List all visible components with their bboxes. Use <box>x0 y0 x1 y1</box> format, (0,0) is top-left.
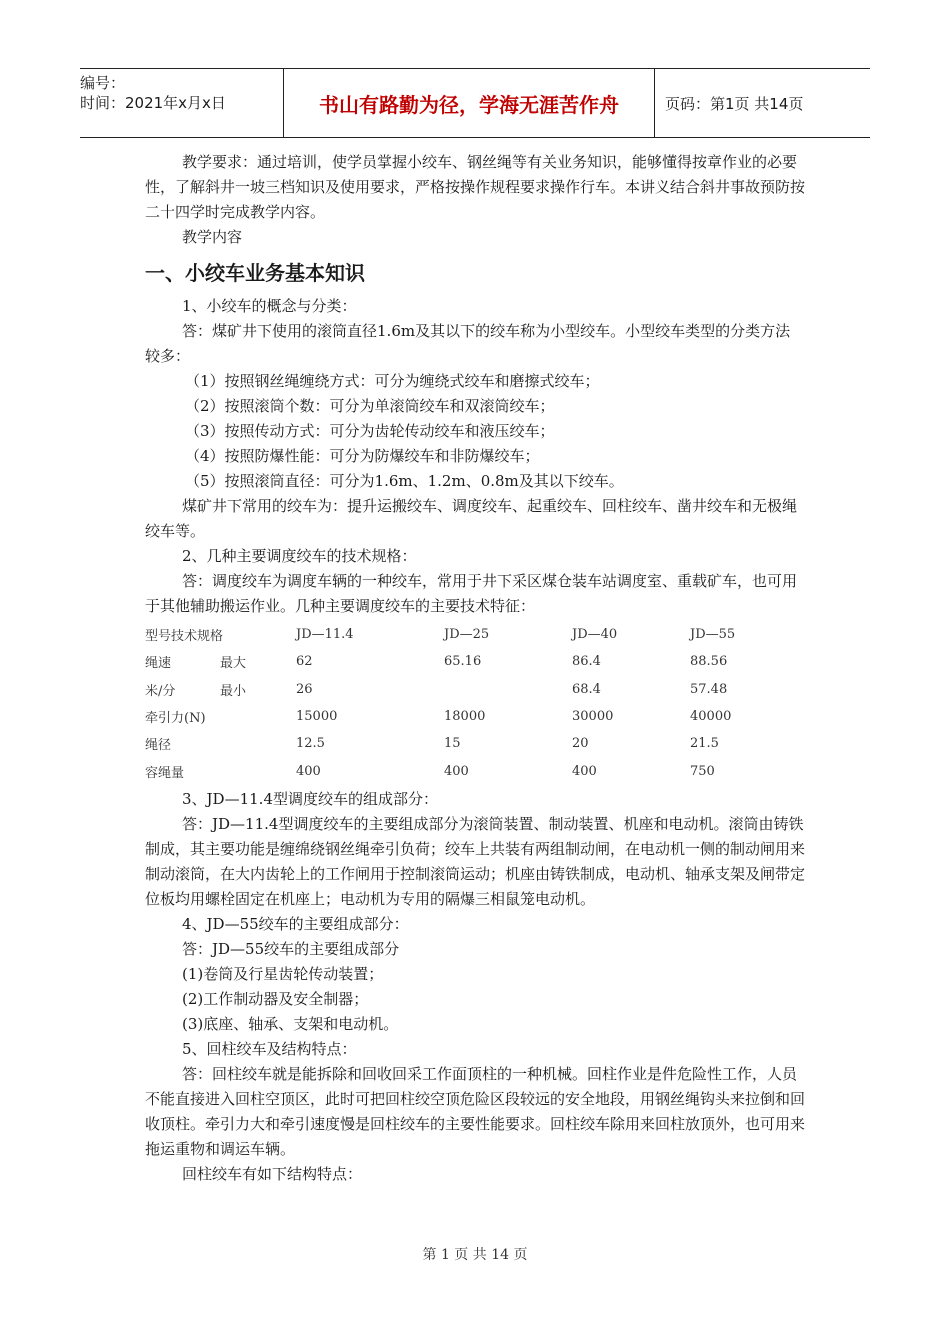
question-5: 5、回柱绞车及结构特点： <box>182 1039 357 1058</box>
header-motto: 书山有路勤为径，学海无涯苦作舟 <box>284 69 655 137</box>
answer-1: 答：煤矿井下使用的滚筒直径1.6m及其以下的绞车称为小型绞车。小型绞车类型的分类方法较多： <box>145 322 791 365</box>
section-heading: 一、小绞车业务基本知识 <box>145 261 365 285</box>
answer-1-tail: 煤矿井下常用的绞车为：提升运搬绞车、调度绞车、起重绞车、回柱绞车、凿井绞车和无极绳绞车等。 <box>145 497 798 540</box>
table-cell: 绳速 <box>145 656 172 672</box>
table-row <box>145 621 790 648</box>
question-2: 2、几种主要调度绞车的技术规格： <box>182 547 417 565</box>
table-header-cell: JD—40 <box>572 627 618 643</box>
list-item: (2)工作制动器及安全制器； <box>182 989 369 1008</box>
table-cell: 米/分 <box>145 683 176 699</box>
list-item: （3）按照传动方式：可分为齿轮传动绞车和液压绞车； <box>185 422 555 440</box>
question-1: 1、小绞车的概念与分类： <box>182 297 357 315</box>
number-label: 编号： <box>80 74 126 92</box>
spec-table <box>145 621 790 785</box>
table-header-cell: JD—25 <box>444 627 490 643</box>
table-header-cell: JD—55 <box>690 627 736 643</box>
page-footer: 第 1 页 共 14 页 <box>422 1247 528 1263</box>
answer-4: 答：JD—55绞车的主要组成部分 <box>182 939 400 958</box>
list-item: （5）按照滚筒直径：可分为1.6m、1.2m、0.8m及其以下绞车。 <box>185 472 624 490</box>
header-meta <box>80 69 284 137</box>
table-cell: 400 <box>572 763 597 779</box>
table-cell: 400 <box>296 763 321 779</box>
document-header <box>80 68 870 138</box>
table-cell: 容绳量 <box>145 765 185 781</box>
list-item: (3)底座、轴承、支架和电动机。 <box>182 1014 399 1033</box>
table-cell: 20 <box>572 736 589 752</box>
table-header-cell: 型号技术规格 <box>145 629 224 645</box>
table-cell: 62 <box>296 654 313 670</box>
last-paragraph: 回柱绞车有如下结构特点： <box>182 1164 363 1183</box>
table-cell: 88.56 <box>690 654 728 670</box>
table-cell <box>444 676 572 703</box>
list-item: （4）按照防爆性能：可分为防爆绞车和非防爆绞车； <box>185 447 540 465</box>
table-cell: 15 <box>444 736 461 752</box>
answer-5: 答：回柱绞车就是能拆除和回收回采工作面顶柱的一种机械。回柱作业是件危险性工作，人员不能直接进入回柱空顶区，此时可把回柱绞空顶危险区段较远的安全地段，用钢丝绳钩头来拉倒和回收顶柱。牵引力大和牵引速度慢是回柱绞车的主要性能要求。回柱绞车除用来回柱放顶外，也可用来拖运重物和调运车辆。 <box>145 1064 806 1158</box>
table-row <box>145 757 790 784</box>
table-row <box>145 676 790 703</box>
document-body <box>145 150 805 1187</box>
list-item: （1）按照钢丝绳缠绕方式：可分为缠绕式绞车和磨擦式绞车； <box>185 372 600 390</box>
answer-2: 答：调度绞车为调度车辆的一种绞车，常用于井下采区煤仓装车站调度室、重载矿车，也可用于其他辅助搬运作业。几种主要调度绞车的主要技术特征： <box>145 572 798 615</box>
teaching-content-label: 教学内容 <box>182 228 243 246</box>
table-cell: 750 <box>690 763 715 779</box>
table-cell: 57.48 <box>690 681 728 697</box>
table-header-cell: JD—11.4 <box>296 627 354 643</box>
table-cell: 最大 <box>220 656 247 672</box>
table-row <box>145 703 790 730</box>
table-cell: 30000 <box>572 709 614 725</box>
answer-3: 答：JD—11.4型调度绞车的主要组成部分为滚筒装置、制动装置、机座和电动机。滚筒由铸铁制成，其主要功能是缠绵绕钢丝绳牵引负荷；绞车上共装有两组制动闸，在电动机一侧的制动闸用来制动滚筒，在大内齿轮上的工作闸用于控制滚筒运动；机座由铸铁制成，电动机、轴承支架及闸带定位板均用螺栓固定在机座上；电动机为专用的隔爆三相鼠笼电动机。 <box>145 814 806 908</box>
table-row <box>145 648 790 675</box>
table-cell: 21.5 <box>690 736 719 752</box>
list-item: （2）按照滚筒个数：可分为单滚筒绞车和双滚筒绞车； <box>185 397 555 415</box>
table-cell: 牵引力(N) <box>145 711 206 727</box>
table-cell: 15000 <box>296 709 338 725</box>
teaching-requirement: 教学要求：通过培训，使学员掌握小绞车、钢丝绳等有关业务知识，能够懂得按章作业的必要性，了解斜井一坡三档知识及使用要求，严格按操作规程要求操作行车。本讲义结合斜井事故预防按二十四学时完成教学内容。 <box>145 153 806 221</box>
table-cell: 40000 <box>690 709 732 725</box>
table-row <box>145 730 790 757</box>
table-cell: 86.4 <box>572 654 601 670</box>
header-page-info: 页码：第1页 共14页 <box>665 94 804 113</box>
table-cell: 68.4 <box>572 681 601 697</box>
question-4: 4、JD—55绞车的主要组成部分： <box>182 914 409 933</box>
table-cell: 12.5 <box>296 736 325 752</box>
table-cell: 65.16 <box>444 654 482 670</box>
time-label: 时间：2021年x月x日 <box>80 94 226 112</box>
table-cell: 18000 <box>444 709 486 725</box>
list-item: (1)卷筒及行星齿轮传动装置； <box>182 964 384 983</box>
table-cell: 400 <box>444 763 469 779</box>
table-cell: 绳径 <box>145 738 172 754</box>
table-cell: 最小 <box>220 683 247 699</box>
table-cell: 26 <box>296 681 313 697</box>
question-3: 3、JD—11.4型调度绞车的组成部分： <box>182 789 438 808</box>
